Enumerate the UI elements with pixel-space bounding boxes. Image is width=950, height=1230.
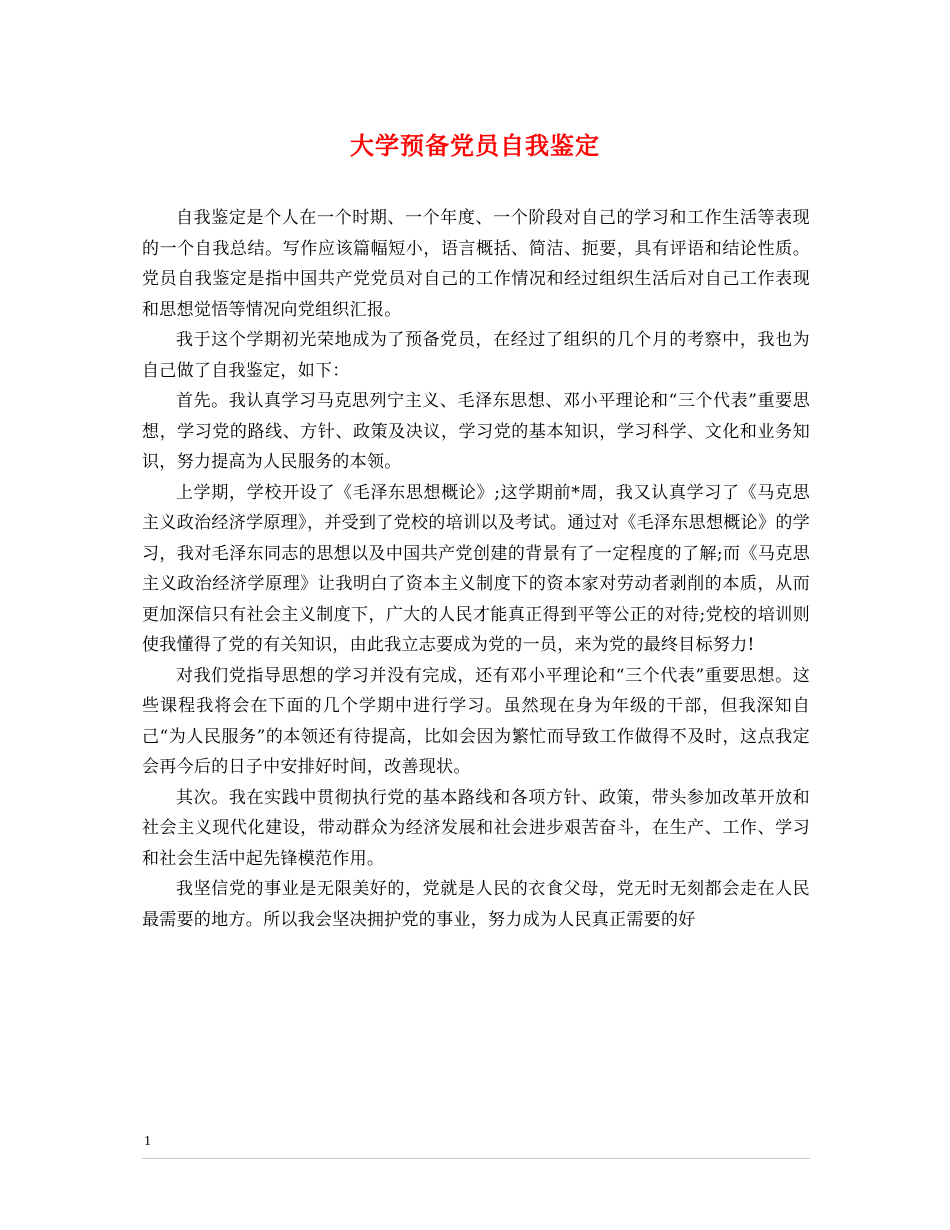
document-body [142,203,810,935]
paragraph-second-point: 其次。我在实践中贯彻执行党的基本路线和各项方针、政策，带头参加改革开放和社会主义现代化建设，带动群众为经济发展和社会进步艰苦奋斗，在生产、工作、学习和社会生活中起先锋模范作用。 [142,787,810,869]
paragraph-first-point: 首先。我认真学习马克思列宁主义、毛泽东思想、邓小平理论和“三个代表”重要思想，学习党的路线、方针、政策及决议，学习党的基本知识，学习科学、文化和业务知识，努力提高为人民服务的本领。 [142,391,810,472]
paragraph-intro: 自我鉴定是个人在一个时期、一个年度、一个阶段对自己的学习和工作生活等表现的一个自我总结。写作应该篇幅短小，语言概括、简洁、扼要，具有评语和结论性质。党员自我鉴定是指中国共产党党员对自己的工作情况和经过组织生活后对自己工作表现和思想觉悟等情况向党组织汇报。 [142,208,810,320]
paragraph-belief: 我坚信党的事业是无限美好的，党就是人民的衣食父母，党无时无刻都会走在人民最需要的地方。所以我会坚决拥护党的事业，努力成为人民真正需要的好 [142,879,810,930]
page-number: 1 [144,1134,151,1149]
paragraph-courses: 上学期，学校开设了《毛泽东思想概论》;这学期前*周，我又认真学习了《马克思主义政治经济学原理》，并受到了党校的培训以及考试。通过对《毛泽东思想概论》的学习，我对毛泽东同志的思想以及中国共产党创建的背景有了一定程度的了解;而《马克思主义政治经济学原理》让我明白了资本主义制度下的资本家对劳动者剥削的本质，从而更加深信只有社会主义制度下，广大的人民才能真正得到平等公正的对待;党校的培训则使我懂得了党的有关知识，由此我立志要成为党的一员，来为党的最终目标努力! [142,482,810,655]
footer-divider [142,1158,810,1159]
paragraph-becoming-member: 我于这个学期初光荣地成为了预备党员，在经过了组织的几个月的考察中，我也为自己做了自我鉴定，如下： [142,330,810,381]
document-title: 大学预备党员自我鉴定 [350,132,600,160]
paragraph-further-study: 对我们党指导思想的学习并没有完成，还有邓小平理论和“三个代表”重要思想。这些课程我将会在下面的几个学期中进行学习。虽然现在身为年级的干部，但我深知自己“为人民服务”的本领还有待提高，比如会因为繁忙而导致工作做得不及时，这点我定会再今后的日子中安排好时间，改善现状。 [142,665,810,777]
